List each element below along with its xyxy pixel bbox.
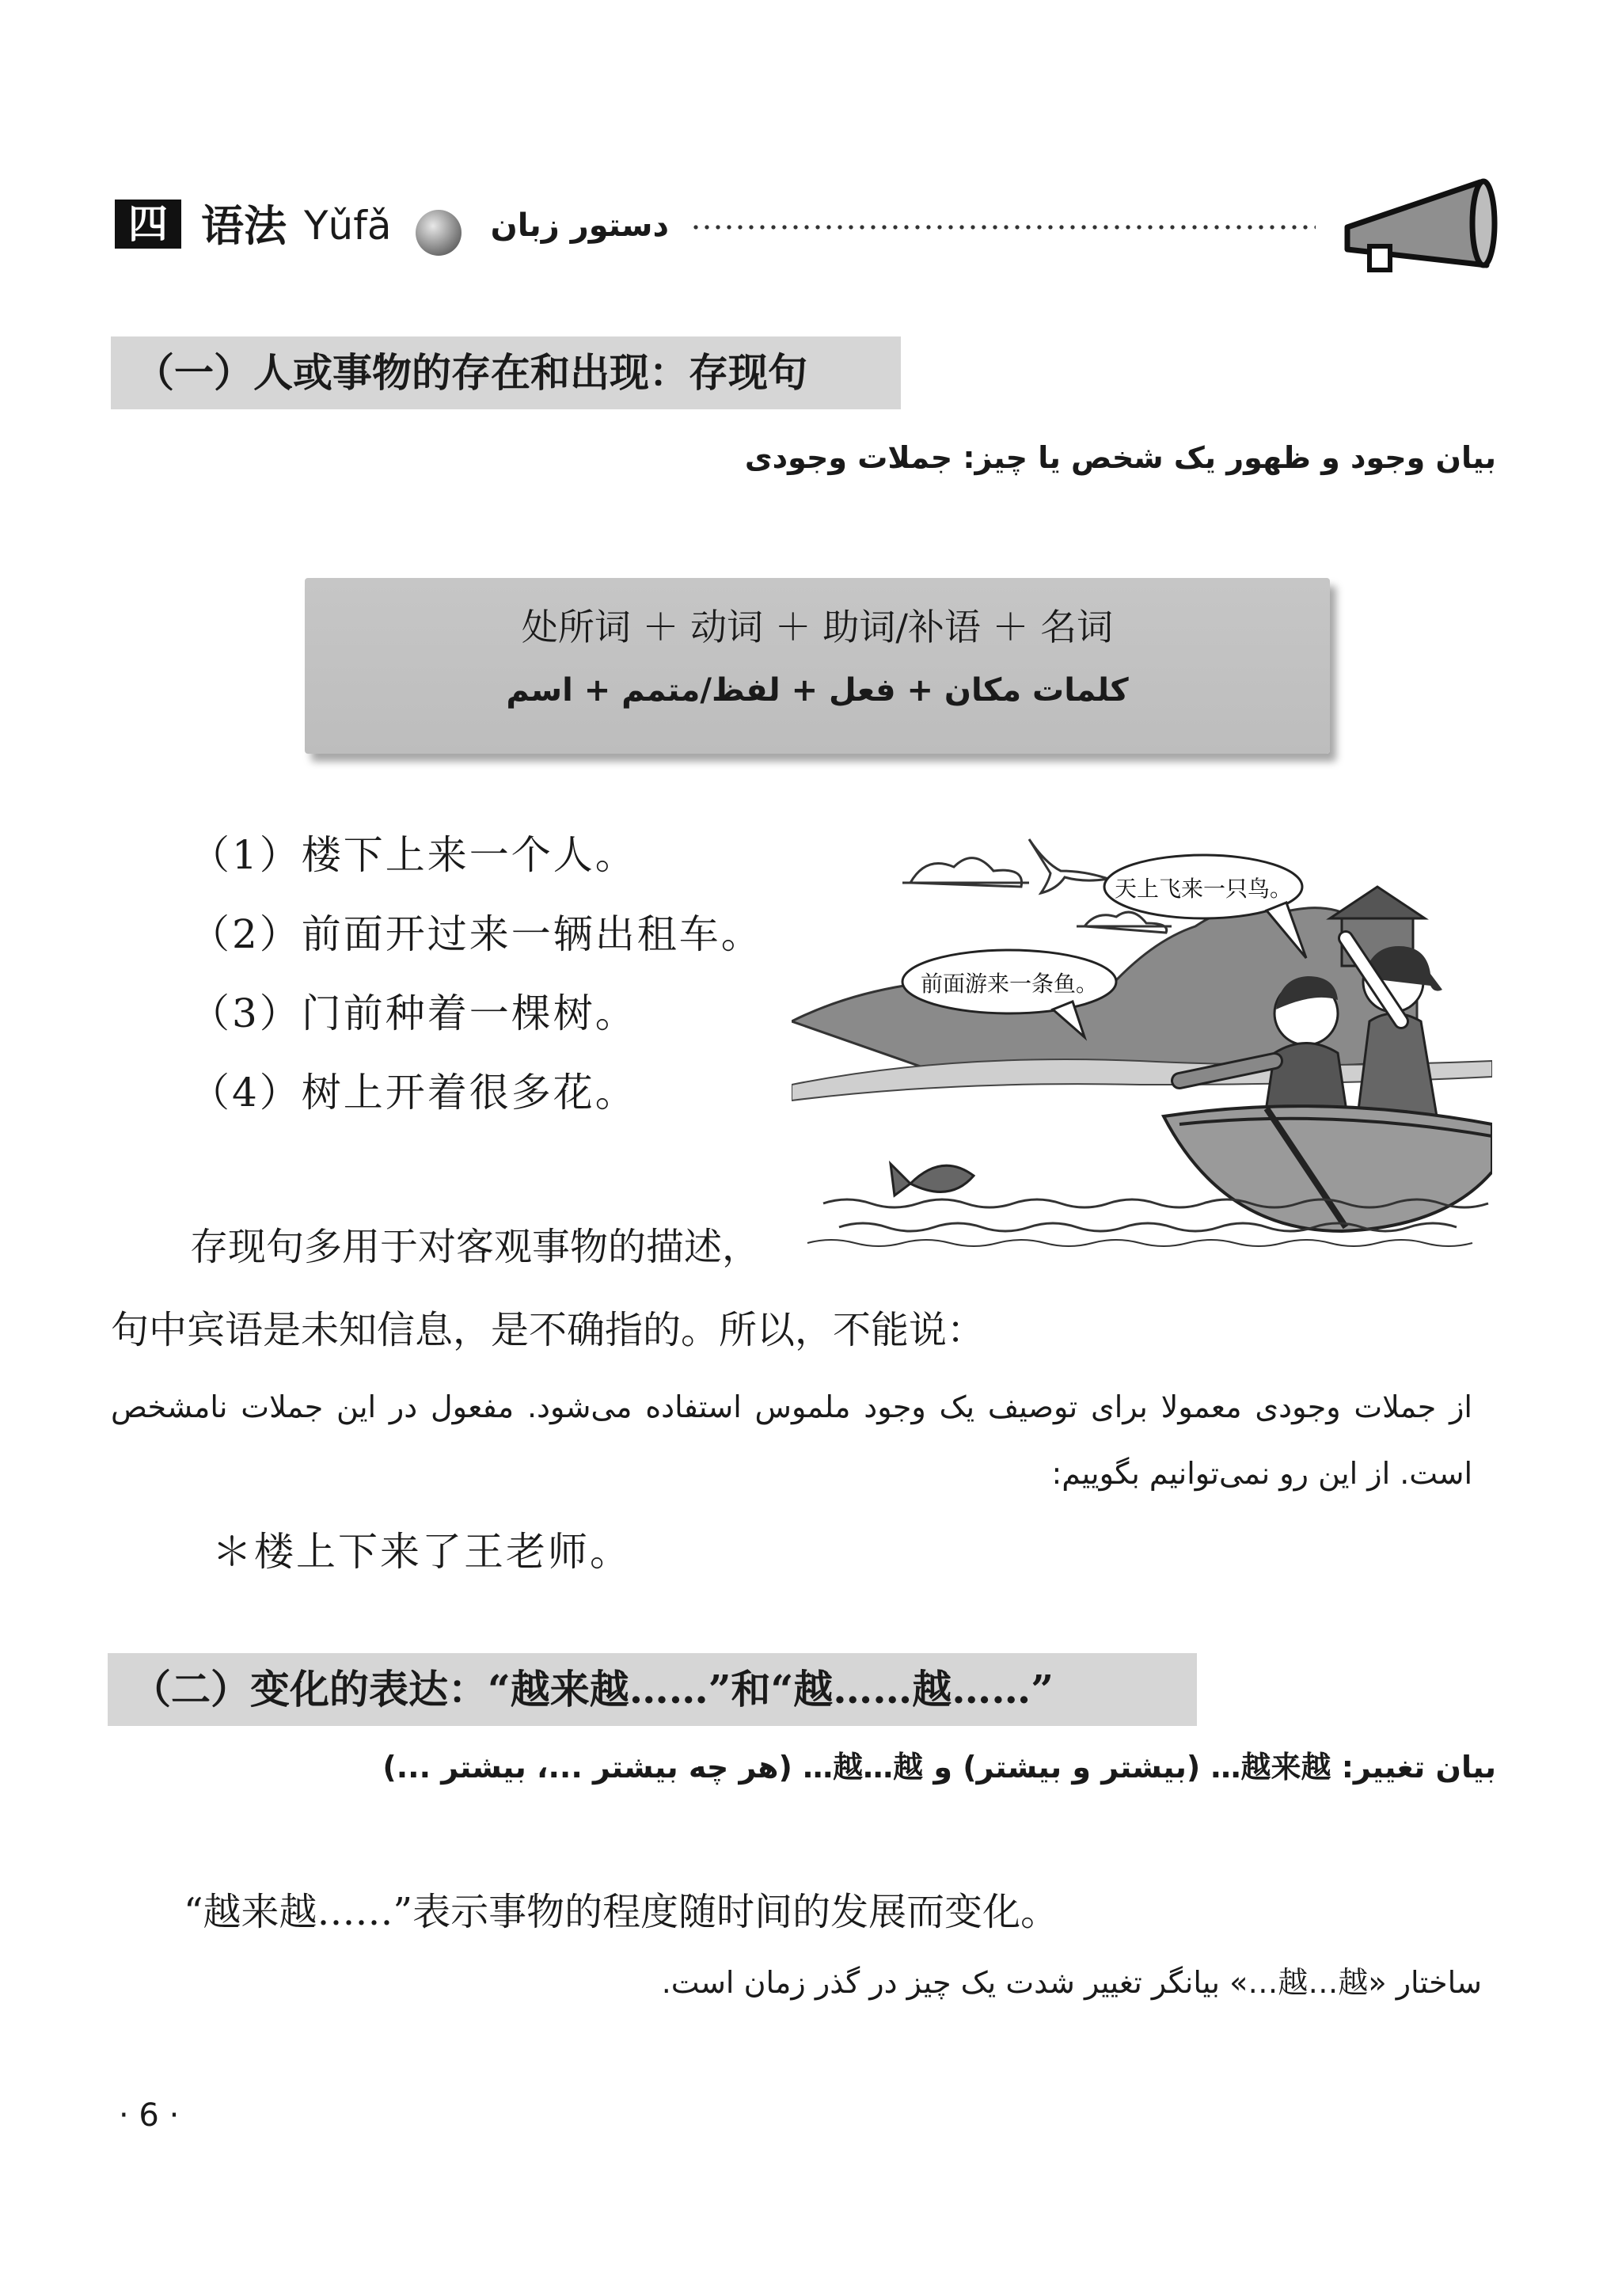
formula-box: [305, 578, 1330, 754]
paragraph-persian: از جملات وجودی معمولا برای توصیف یک وجود ملموس استفاده می‌شود. مفعول در این جملات نامشخص است. از این رو نمی‌توانیم بگوییم:: [111, 1389, 1472, 1491]
bubble-top-text: 天上飞来一只鸟。: [1114, 876, 1293, 902]
example-sentence: （2）前面开过来一辆出租车。: [190, 911, 763, 957]
example-sentence: （3）门前种着一棵树。: [190, 990, 637, 1036]
paragraph-chinese-line2: 句中宾语是未知信息，是不确指的。所以，不能说：: [111, 1308, 986, 1352]
formula-persian: کلمات مکان + فعل + لفظ/متمم + اسم: [506, 672, 1129, 709]
paragraph-chinese-line1: 存现句多用于对客观事物的描述，: [190, 1225, 761, 1269]
section-2-paragraph-persian: ساختار «越…越…» بیانگر تغییر شدت یک چیز در گذر زمان است.: [661, 1965, 1482, 2000]
page-number: · 6 ·: [119, 2097, 180, 2134]
header-title-persian: دستور زبان: [490, 207, 669, 244]
bullet-dot-icon: [416, 210, 462, 256]
example-sentence: （1）楼下上来一个人。: [190, 832, 637, 878]
section-1-subtitle-persian: بیان وجود و ظهور یک شخص یا چیز: جملات وجودی: [744, 440, 1496, 475]
header-title-chinese: 语法: [201, 200, 287, 251]
megaphone-icon: [1338, 178, 1500, 281]
section-1-heading: （一）人或事物的存在和出现：存现句: [111, 336, 901, 409]
header-dotted-leader: [690, 222, 1316, 233]
incorrect-example: ＊楼上下来了王老师。: [212, 1529, 632, 1575]
boat-illustration: [792, 823, 1492, 1251]
section-2-heading: （二）变化的表达：“越来越……”和“越……越……”: [108, 1653, 1197, 1726]
formula-chinese: 处所词 ＋ 动词 ＋ 助词/补语 ＋ 名词: [521, 606, 1114, 648]
lesson-number-badge: 四: [115, 200, 181, 249]
section-2-subtitle-persian: بیان تغییر: 越来越… (بیشتر و بیشتر) و 越…越… (هر چه بیشتر ...، بیشتر ...): [382, 1750, 1496, 1785]
bubble-left-text: 前面游来一条鱼。: [920, 971, 1099, 997]
example-sentence: （4）树上开着很多花。: [190, 1070, 637, 1116]
section-2-paragraph-chinese: “越来越……”表示事物的程度随时间的发展而变化。: [184, 1890, 1059, 1934]
header-title-pinyin: Yǔfǎ: [304, 203, 392, 249]
